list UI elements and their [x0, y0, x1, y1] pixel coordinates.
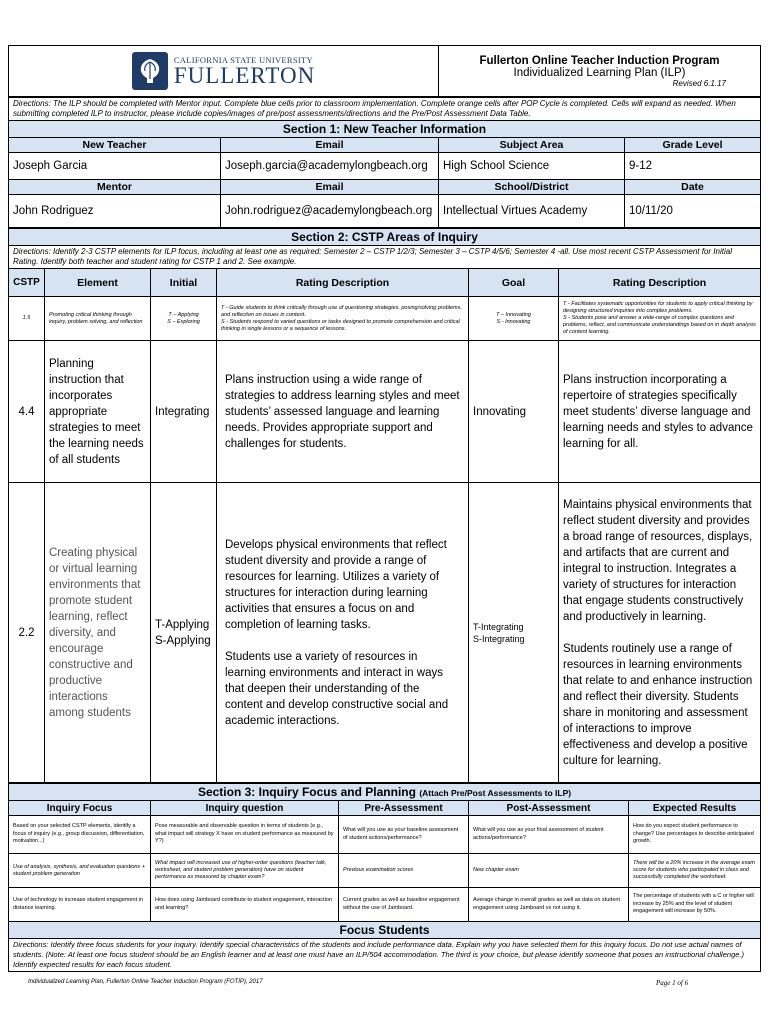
post-assessment-value[interactable]: Average change in overall grades as well as data on student engagement using Jamboard vs not using it.	[469, 888, 629, 922]
subject-area-value[interactable]: High School Science	[439, 153, 625, 180]
header-pre-assessment: Pre-Assessment	[339, 801, 469, 816]
example-cstp: 1.5	[9, 297, 45, 341]
row2-cstp[interactable]: 2.2	[9, 483, 45, 783]
row1-element[interactable]: Planning instruction that incorporates appropriate strategies to meet the learning needs of all students	[45, 341, 151, 483]
mentor-email[interactable]: John.rodriguez@academylongbeach.org	[221, 195, 439, 228]
example-inquiry-focus: Use of analysis, synthesis, and evaluation questions + student problem generation	[9, 854, 151, 888]
label-grade-level: Grade Level	[625, 138, 761, 153]
header-goal: Goal	[469, 269, 559, 297]
university-logo	[9, 46, 439, 97]
example-goal: T – Innovating S - Innovating	[469, 297, 559, 341]
header-element: Element	[45, 269, 151, 297]
header-goal-rating-description: Rating Description	[559, 269, 761, 297]
guide-expected-results: How do you expect student performance to change? Use percentages to describe anticipated growth.	[629, 816, 761, 854]
row2-goal[interactable]: T-Integrating S-Integrating	[469, 483, 559, 783]
label-new-teacher: New Teacher	[9, 138, 221, 153]
university-big-name: FULLERTON	[173, 63, 316, 88]
row2-goal-description[interactable]: Maintains physical environments that reflect student diversity and provides a broad range of resources, displays, and artifacts that are current and integral to instruction. Integrates a variety of structures for interaction that engage students constructively and productively in learning. Students routinely use a range of resources in learning environments that relate to and enhance instruction and reflect their diversity. Students share in monitoring and assessment of interactions to improve effectiveness and develop a positive culture for learning.	[559, 483, 761, 783]
date-value[interactable]: 10/11/20	[625, 195, 761, 228]
university-small-name: CALIFORNIA STATE UNIVERSITY	[173, 55, 313, 65]
section2-title: Section 2: CSTP Areas of Inquiry	[9, 229, 761, 246]
program-title-cell	[439, 46, 761, 97]
example-inquiry-question: What impact will increased use of higher-order questions (teacher talk, worksheet, and student problem generation) have on student performance as measured by chapter exam?	[151, 854, 339, 888]
header-inquiry-question: Inquiry question	[151, 801, 339, 816]
header-table	[8, 45, 761, 97]
section3-title: Section 3: Inquiry Focus and Planning	[197, 785, 416, 799]
guide-post-assessment: What will you use as your final assessment of student actions/performance?	[469, 816, 629, 854]
guide-pre-assessment: What will you use as your baseline assessment of student actions/performance?	[339, 816, 469, 854]
example-initial: T – Applying S – Exploring	[151, 297, 217, 341]
example-goal-description: T - Facilitates systematic opportunities for students to apply critical thinking by designing structured inquiries into complex problems. S - Students pose and answer a wide-range of complex questions and problems, reflect, and communicate understandings based on in depth analysis of content learning.	[559, 297, 761, 341]
row1-goal[interactable]: Innovating	[469, 341, 559, 483]
seal-icon	[132, 52, 168, 90]
header-rating-description: Rating Description	[217, 269, 469, 297]
page-number: Page 1 of 6	[656, 979, 689, 987]
row2-rating-description[interactable]: Develops physical environments that reflect student diversity and provide a range of resources for learning. Utilizes a variety of structures for interaction during learning activities that ensures a focus on and completion of learning tasks. Students use a variety of resources in learning environments and interact in ways that deepen their understanding of the content and develop constructive social and academic interactions.	[217, 483, 469, 783]
section3-table	[8, 783, 761, 972]
section1-title: Section 1: New Teacher Information	[9, 121, 761, 138]
section3-title-note: (Attach Pre/Post Assessments to ILP)	[419, 788, 572, 798]
example-post-assessment: New chapter exam	[469, 854, 629, 888]
grade-level-value[interactable]: 9-12	[625, 153, 761, 180]
header-expected-results: Expected Results	[629, 801, 761, 816]
header-post-assessment: Post-Assessment	[469, 801, 629, 816]
new-teacher-email[interactable]: Joseph.garcia@academylongbeach.org	[221, 153, 439, 180]
row1-rating-description[interactable]: Plans instruction using a wide range of strategies to address learning styles and meet students’ assessed language and learning needs. Provides appropriate support and challenges for students.	[217, 341, 469, 483]
directions-top: Directions: The ILP should be completed with Mentor input. Complete blue cells prior to classroom implementation. Complete orange cells after POP Cycle is completed. Cells will expand as needed. When submitting completed ILP to instructor, please include copies/images of pre/post assessments/directions and the Pre/Post Assessment Data Table.	[9, 98, 761, 121]
section1-table	[8, 97, 761, 228]
section3-title-cell	[9, 784, 761, 801]
header-cstp: CSTP	[9, 269, 45, 297]
ilp-document	[8, 45, 760, 972]
focus-students-directions: Directions: Identify three focus students for your inquiry. Identify special characteristics of the students and include performance data. Explain why you have selected them for this inquiry focus. Do not use actual names of students. (Note: At least one focus student should be an English learner and at least one must have an ILP/504 accommodation. The third is your choice, but please identify someone that poses an instructional challenge.) Identify expected results for each focus student.	[9, 939, 761, 972]
row1-initial[interactable]: Integrating	[151, 341, 217, 483]
inquiry-focus-value[interactable]: Use of technology to increase student engagement in distance learning.	[9, 888, 151, 922]
label-email: Email	[221, 138, 439, 153]
label-subject-area: Subject Area	[439, 138, 625, 153]
expected-results-value[interactable]: The percentage of students with a C or higher will increase by 25% and the level of student engagement will increase by 50%.	[629, 888, 761, 922]
header-initial: Initial	[151, 269, 217, 297]
program-title: Fullerton Online Teacher Induction Program	[479, 54, 720, 67]
plan-title: Individualized Learning Plan (ILP)	[513, 66, 686, 79]
row2-element[interactable]: Creating physical or virtual learning environments that promote student learning, reflect diversity, and encourage constructive and productive interactions among students	[45, 483, 151, 783]
row1-cstp[interactable]: 4.4	[9, 341, 45, 483]
focus-students-title: Focus Students	[9, 922, 761, 939]
header-inquiry-focus: Inquiry Focus	[9, 801, 151, 816]
row1-goal-description[interactable]: Plans instruction incorporating a repertoire of strategies specifically meet students’ diverse language and learning needs and styles to advance learning for all.	[559, 341, 761, 483]
school-district-value[interactable]: Intellectual Virtues Academy	[439, 195, 625, 228]
section2-directions: Directions: Identify 2-3 CSTP elements for ILP focus, including at least one as required: Semester 2 – CSTP 1/2/3; Semester 3 – CSTP 4/5/6; Semester 4 -all. Use most recent CSTP Assessment for Initial Rating. Identify both teacher and student rating for CSTP 1 and 2. See example.	[9, 246, 761, 269]
section2-table	[8, 228, 761, 783]
example-rating-description: T - Guide students to think critically through use of questioning strategies, posing/solving problems, and reflection on issues in content. S - Students respond to varied questions or tasks designed to promote comprehension and critical thinking in single lessons or a sequence of lessons.	[217, 297, 469, 341]
inquiry-question-value[interactable]: How does using Jamboard contribute to student engagement, interaction and learning?	[151, 888, 339, 922]
example-expected-results: There will be a 20% increase in the average exam score for students who participated in class and successfully completed the worksheet.	[629, 854, 761, 888]
guide-inquiry-focus: Based on your selected CSTP elements, identify a focus of inquiry (e.g., group discussion, differentiation, motivation...)	[9, 816, 151, 854]
label-mentor: Mentor	[9, 180, 221, 195]
label-mentor-email: Email	[221, 180, 439, 195]
example-element: Promoting critical thinking through inquiry, problem solving, and reflection	[45, 297, 151, 341]
row2-initial[interactable]: T-Applying S-Applying	[151, 483, 217, 783]
revised-date: Revised 6.1.17	[672, 78, 726, 88]
label-date: Date	[625, 180, 761, 195]
footer-document-title: Individualized Learning Plan, Fullerton Online Teacher Induction Program (FOTIP), 2017	[28, 979, 263, 985]
label-school-district: School/District	[439, 180, 625, 195]
pre-assessment-value[interactable]: Current grades as well as baseline engagement without the use of Jamboard.	[339, 888, 469, 922]
example-pre-assessment: Previous examination scores	[339, 854, 469, 888]
mentor-name[interactable]: John Rodriguez	[9, 195, 221, 228]
new-teacher-name[interactable]: Joseph Garcia	[9, 153, 221, 180]
guide-inquiry-question: Pose measurable and observable question in terms of students (e.g., what impact will strategy X have on student performance as measured by Y?)	[151, 816, 339, 854]
